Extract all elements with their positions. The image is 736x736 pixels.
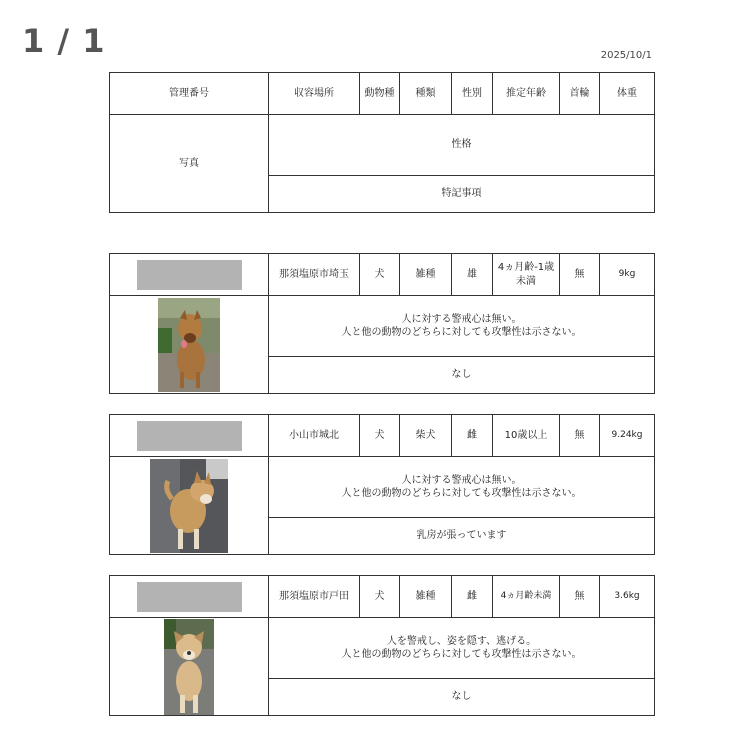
animal-age-line1: 4ヵ月齢未満 — [500, 591, 552, 602]
animal-weight: 9kg — [600, 254, 655, 296]
animal-location: 小山市城北 — [269, 415, 360, 457]
animal-collar: 無 — [560, 254, 600, 296]
animal-record-3 — [109, 575, 655, 716]
dog-photo — [164, 619, 214, 715]
animal-species: 犬 — [360, 254, 400, 296]
personality-line2: 人と他の動物のどちらに対しても攻撃性は示さない。 — [341, 649, 582, 660]
animal-breed: 雑種 — [400, 254, 452, 296]
animal-weight: 3.6kg — [600, 576, 655, 618]
animal-record-2 — [109, 414, 655, 555]
animal-id-redacted — [110, 254, 269, 296]
animal-record-1 — [109, 253, 655, 394]
personality-line1: 人を警戒し、姿を隠す、逃げる。 — [386, 635, 537, 647]
animal-personality — [269, 457, 655, 518]
animal-location: 那須塩原市戸田 — [269, 576, 360, 618]
header-photo: 写真 — [110, 115, 269, 213]
animal-age-line2: 未満 — [516, 275, 536, 287]
animal-notes: なし — [269, 679, 655, 716]
animal-id-redacted — [110, 576, 269, 618]
personality-line1: 人に対する警戒心は無い。 — [401, 474, 522, 486]
animal-age — [493, 254, 560, 296]
animal-location: 那須塩原市埼玉 — [269, 254, 360, 296]
animal-species: 犬 — [360, 415, 400, 457]
animal-breed: 柴犬 — [400, 415, 452, 457]
header-notes: 特記事項 — [269, 176, 655, 213]
animal-collar: 無 — [560, 576, 600, 618]
animal-notes: 乳房が張っています — [269, 518, 655, 555]
redaction-box — [137, 421, 242, 451]
animal-sex: 雌 — [452, 576, 493, 618]
animal-breed: 雑種 — [400, 576, 452, 618]
animal-photo-cell — [110, 296, 269, 394]
header-weight: 体重 — [600, 73, 655, 115]
animal-photo-cell — [110, 457, 269, 555]
document-date: 2025/10/1 — [600, 50, 652, 61]
redaction-box — [137, 260, 242, 290]
animal-personality — [269, 618, 655, 679]
header-sex: 性別 — [452, 73, 493, 115]
animal-weight: 9.24kg — [600, 415, 655, 457]
animal-personality — [269, 296, 655, 357]
header-breed: 種類 — [400, 73, 452, 115]
animal-collar: 無 — [560, 415, 600, 457]
header-location: 収容場所 — [269, 73, 360, 115]
animal-age-line1: 4ヵ月齢-1歳 — [497, 262, 555, 273]
page-indicator: 1 / 1 — [22, 22, 106, 60]
animal-sex: 雌 — [452, 415, 493, 457]
animal-species: 犬 — [360, 576, 400, 618]
dog-photo — [158, 298, 220, 392]
animal-notes: なし — [269, 357, 655, 394]
header-legend-table — [109, 72, 655, 213]
dog-photo — [150, 459, 228, 553]
animal-id-redacted — [110, 415, 269, 457]
header-species: 動物種 — [360, 73, 400, 115]
animal-age-line1: 10歳以上 — [504, 429, 548, 441]
header-id: 管理番号 — [110, 73, 269, 115]
header-collar: 首輪 — [560, 73, 600, 115]
personality-line2: 人と他の動物のどちらに対しても攻撃性は示さない。 — [341, 327, 582, 338]
animal-age — [493, 415, 560, 457]
header-personality: 性格 — [269, 115, 655, 176]
redaction-box — [137, 582, 242, 612]
personality-line2: 人と他の動物のどちらに対しても攻撃性は示さない。 — [341, 488, 582, 499]
animal-sex: 雄 — [452, 254, 493, 296]
animal-age — [493, 576, 560, 618]
animal-photo-cell — [110, 618, 269, 716]
header-age: 推定年齢 — [493, 73, 560, 115]
personality-line1: 人に対する警戒心は無い。 — [401, 313, 522, 325]
